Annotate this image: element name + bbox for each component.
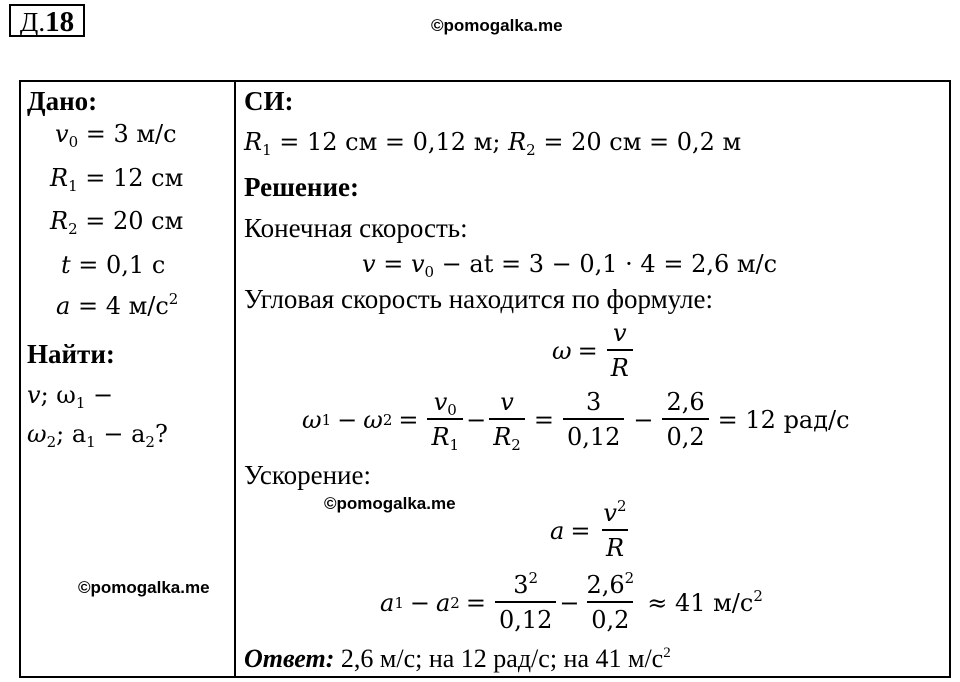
acceleration-difference-equation: a 1 − a 2 = $\frac{3^2}{0,12}$ − $\frac{2,6^2}{0,2}$ ≈ 41 $м/с^2$: [380, 569, 763, 634]
omega-difference-equation: ω 1 − ω 2 = $\frac{v_0}{R_1}$ − $\frac{v}{R_2}$ = $\frac{3}{0,12}$ − $\frac{2,6}{0,2}$ = 12 рад/с: [302, 388, 850, 454]
problem-number: 18: [45, 6, 75, 38]
given-t: t = 0,1 с: [61, 251, 166, 279]
solution-title: Решение:: [244, 172, 359, 202]
answer-line: Ответ: 2,6 м/с; на 12 рад/с; на 41 $м/с^2$: [244, 644, 671, 673]
si-title: СИ:: [244, 86, 294, 116]
answer-label: Ответ:: [244, 644, 335, 673]
answer-text: 2,6 м/с; на 12 рад/с; на 41 м/с: [334, 644, 664, 673]
find-line-2: $\omega_2$; $a_1 - a_2$?: [27, 420, 168, 451]
final-speed-label: Конечная скорость:: [244, 213, 468, 243]
watermark-middle: ©pomogalka.me: [324, 494, 456, 513]
problem-prefix: Д.: [19, 7, 46, 37]
watermark-left: ©pomogalka.me: [78, 578, 210, 597]
final-speed-equation: $v = v_0$ − at = 3 − 0,1 · 4 = 2,6 м/с: [362, 250, 778, 281]
si-conversion: $R_1 = 12$ см = 0,12 м; $R_2 = 20$ см = 0,2 м: [244, 128, 742, 159]
find-title: Найти:: [27, 339, 115, 369]
given-v0: $v_0 = 3$ м/с: [55, 120, 177, 151]
acceleration-formula: a = $\frac{v^2}{R}$: [550, 497, 627, 562]
given-r1: $R_1 = 12$ см: [50, 164, 184, 195]
acceleration-label: Ускорение:: [244, 460, 371, 490]
given-a: a = 4 $м/с^2$: [56, 290, 179, 320]
watermark-top: ©pomogalka.me: [431, 16, 563, 35]
angular-speed-label: Угловая скорость находится по формуле:: [244, 284, 713, 314]
given-r2: $R_2 = 20$ см: [50, 207, 184, 238]
given-title: Дано:: [27, 86, 98, 116]
find-line-1: v; $\omega_1$ −: [27, 381, 114, 412]
problem-number-box: [9, 4, 85, 37]
omega-formula: ω = $\frac{v}{R}$: [552, 318, 636, 383]
column-divider: [234, 80, 236, 678]
